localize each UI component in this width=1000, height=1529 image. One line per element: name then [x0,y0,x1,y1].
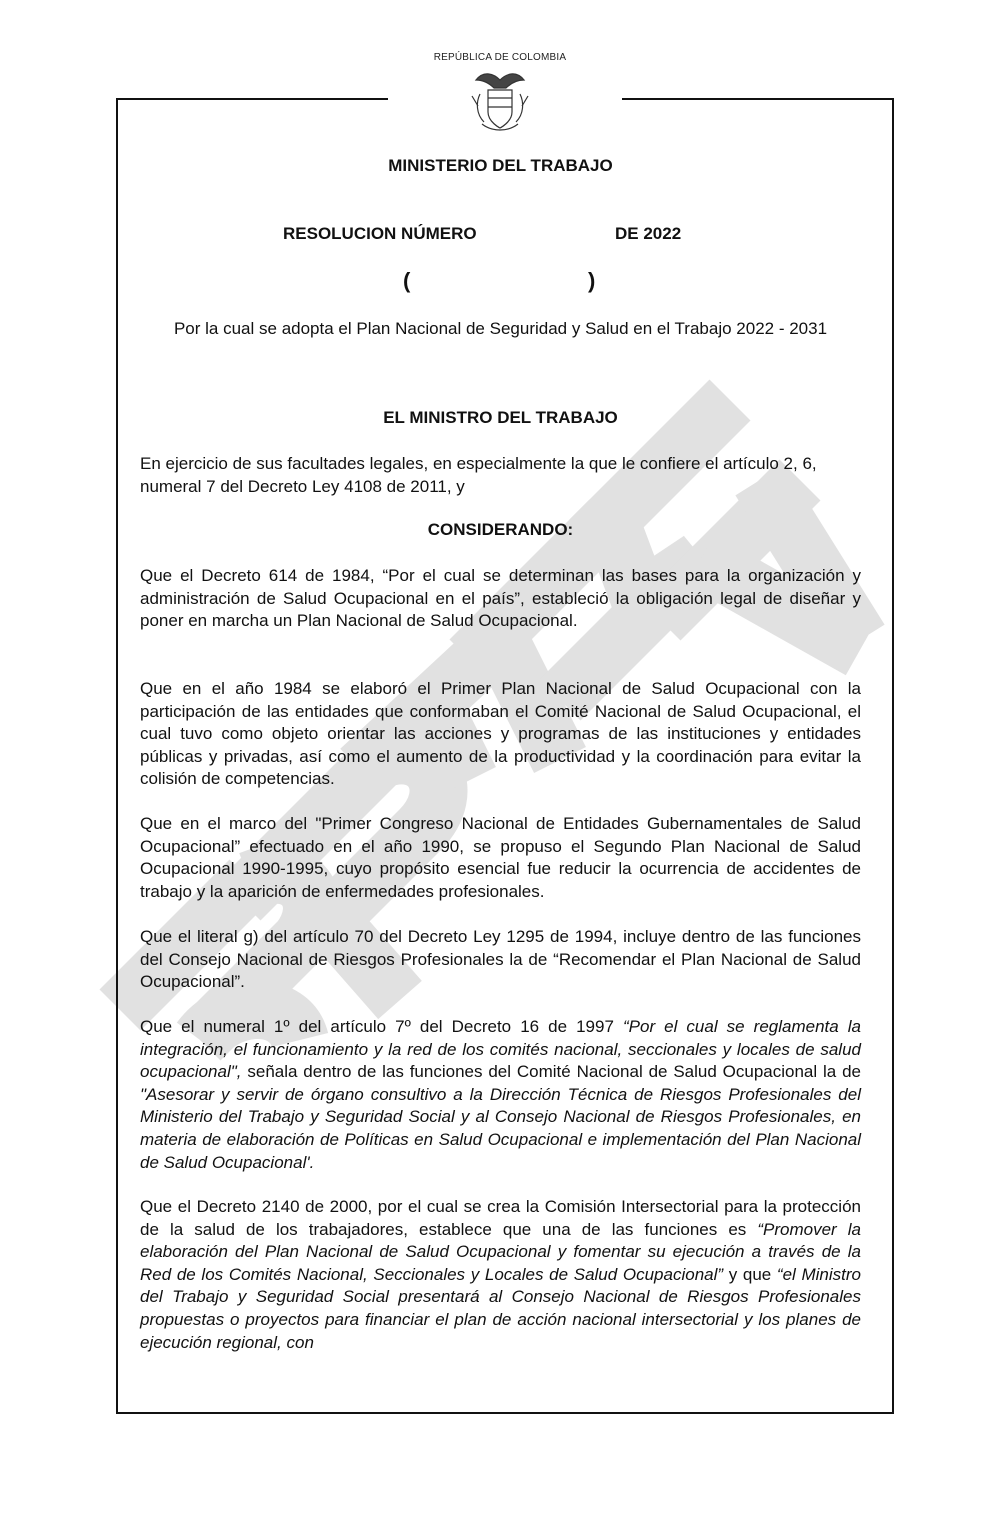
considering-paragraph-1: Que el Decreto 614 de 1984, “Por el cual se determinan las bases para la organización y administración de Salud Ocupacional en el país”, estableció la obligación legal de diseñar y poner en marcha un Plan Nacional de Salud Ocupacional. [140,566,861,631]
p5-text-c: señala dentro de las funciones del Comité Nacional de Salud Ocupacional la de [247,1062,862,1082]
paren-close: ) [588,268,596,293]
p6-quote-1: “Promover la elaboración del Plan Nacional de Salud Ocupacional y fomentar su ejecución a través de la Red de los Comités Nacional, Seccionales y Locales de Salud Ocupacional” [140,1219,862,1284]
considering-paragraph-2: Que en el año 1984 se elaboró el Primer Plan Nacional de Salud Ocupacional con la participación de las entidades que conformaban el Comité Nacional de Salud Ocupacional, el cual tuvo como objeto orientar las acciones y programas de las instituciones y entidades públicas y privadas, así como el aumento de la productividad y la coordinación para evitar la colisión de competencias. [140,679,861,789]
country-label: REPÚBLICA DE COLOMBIA [433,52,567,63]
considering-paragraph-6 [140,1196,861,1354]
considering-paragraph-5 [140,1016,861,1174]
p6-text-a: Que el Decreto 2140 de 2000, por el cual se crea la Comisión Intersectorial para la protección de la salud de los trabajadores, establece que una de las funciones es [140,1197,861,1239]
faculties-paragraph: En ejercicio de sus facultades legales, en especialmente la que le confiere el artículo 2, 6, numeral 7 del Decreto Ley 4108 de 2011, y [140,454,817,496]
p6-quote-2: “el Ministro del Trabajo y Seguridad Social presentará al Consejo Nacional de Riesgos Profesionales propuestas o proyectos para financiar el plan de acción nacional intersectorial y los planes de ejecución regional, con [140,1264,861,1352]
p6-text-c: y que [723,1264,777,1284]
authority-heading: EL MINISTRO DEL TRABAJO [383,408,618,427]
considering-heading: CONSIDERANDO: [427,520,574,539]
p5-quote-function: "Asesorar y servir de órgano consultivo a la Dirección Técnica de Riesgos Profesionales del Ministerio del Trabajo y Seguridad Social y al Consejo Nacional de Riesgos Profesionales, en materia de elaboración de Políticas en Salud Ocupacional e implementación del Plan Nacional de Salud Ocupacional'. [140,1084,861,1172]
p5-text-a: Que el numeral 1º del artículo 7º del Decreto 16 de 1997 [140,1017,623,1036]
resolution-subject: Por la cual se adopta el Plan Nacional de Seguridad y Salud en el Trabajo 2022 - 2031 [173,319,828,338]
paren-open: ( [403,268,411,293]
resolution-number-label: RESOLUCION NÚMERO [283,224,477,243]
ministry-heading: MINISTERIO DEL TRABAJO [388,156,613,175]
p5-quote-title: “Por el cual se reglamenta la integración, el funcionamiento y la red de los comités nacional, seccionales y locales de salud ocupacional", [140,1017,861,1082]
considering-paragraph-3: Que en el marco del "Primer Congreso Nacional de Entidades Gubernamentales de Salud Ocupacional” efectuado en el año 1990, se propuso el Segundo Plan Nacional de Salud Ocupacional 1990-1995, cuyo propósito esencial fue reducir la ocurrencia de accidentes de trabajo y la aparición de enfermedades profesionales. [140,814,861,901]
considering-paragraph-4: Que el literal g) del artículo 70 del Decreto Ley 1295 de 1994, incluye dentro de las funciones del Consejo Nacional de Riesgos Profesionales la de “Recomendar el Plan Nacional de Salud Ocupacional”. [140,927,861,992]
resolution-year: DE 2022 [615,224,682,243]
